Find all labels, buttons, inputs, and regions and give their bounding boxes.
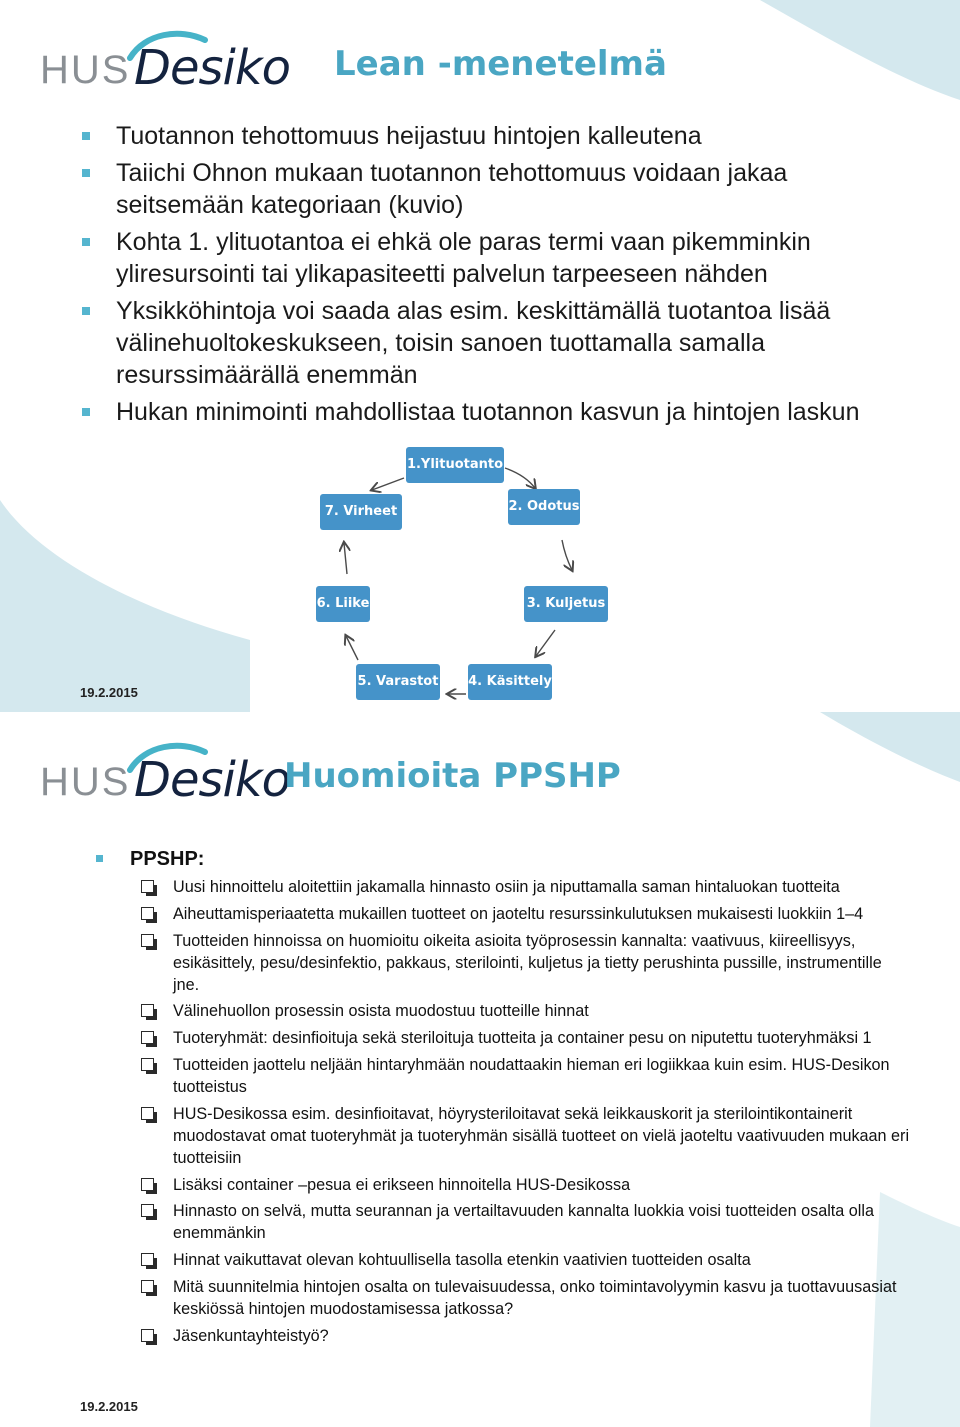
- checkbox-bullet-icon: [141, 1004, 154, 1017]
- hus-desiko-logo: [40, 34, 290, 96]
- list-item-text: Mitä suunnitelmia hintojen osalta on tulevaisuudessa, onko toimintavolyymin kasvu ja tuottavuusasiat keskiössä hintojen muodostamisessa jatkossa?: [173, 1277, 897, 1318]
- cycle-node-liike: 6. Liike: [316, 586, 370, 622]
- list-item: [141, 1103, 911, 1169]
- bullet-item: Yksikköhintoja voi saada alas esim. keskittämällä tuotantoa lisää välinehuoltokeskukseen, toisin sanoen tuottamalla samalla resurssimäärällä enemmän: [82, 295, 882, 391]
- slide-huomioita: [0, 712, 960, 1427]
- list-item-text: Lisäksi container –pesua ei erikseen hinnoitella HUS-Desikossa: [173, 1175, 631, 1194]
- cycle-node-varastot: 5. Varastot: [356, 664, 440, 700]
- cycle-node-kuljetus: 3. Kuljetus: [524, 586, 608, 622]
- list-item: [141, 1000, 911, 1022]
- checkbox-bullet-icon: [141, 1031, 154, 1044]
- slide-lean: [0, 0, 960, 712]
- slide-title: Huomioita PPSHP: [284, 756, 621, 796]
- checkbox-bullet-icon: [141, 1280, 154, 1293]
- section-heading-text: PPSHP:: [130, 848, 205, 870]
- cycle-node-ylituotanto: 1.Ylituotanto: [406, 447, 504, 483]
- list-item: [141, 1054, 911, 1098]
- list-item: [141, 876, 911, 898]
- checkbox-bullet-icon: [141, 880, 154, 893]
- slide-date: 19.2.2015: [80, 685, 138, 700]
- list-item-text: Tuotteiden jaottelu neljään hintaryhmään noudattaakin hieman eri logiikkaa kuin esim. HUS-Desikon tuotteistus: [173, 1055, 890, 1096]
- checkbox-list: [141, 876, 911, 1352]
- checkbox-bullet-icon: [141, 934, 154, 947]
- list-item-text: HUS-Desikossa esim. desinfioitavat, höyrysteriloitavat sekä leikkauskorit ja sterilointikontainerit muodostavat omat tuoteryhmät ja tuoteryhmän sisällä tuotteet on vielä jaoteltu vaativuuden mukaan eri tuotteisiin: [173, 1104, 910, 1167]
- logo-text-desiko: Desiko: [134, 752, 290, 808]
- list-item: [141, 1249, 911, 1271]
- list-item: [141, 930, 911, 996]
- section-heading: [96, 848, 204, 871]
- list-item-text: Hinnat vaikuttavat olevan kohtuullisella tasolla etenkin vaativien tuotteiden osalta: [173, 1251, 751, 1270]
- cycle-node-virheet: 7. Virheet: [320, 494, 402, 530]
- slide-date: 19.2.2015: [80, 1399, 138, 1414]
- list-item-text: Aiheuttamisperiaatetta mukaillen tuotteet on jaoteltu resurssinkulutuksen mukaisesti luokkiin 1–4: [173, 904, 864, 923]
- checkbox-bullet-icon: [141, 1253, 154, 1266]
- cycle-node-kasittely: 4. Käsittely: [468, 664, 552, 700]
- bullet-item: Hukan minimointi mahdollistaa tuotannon kasvun ja hintojen laskun: [82, 396, 882, 428]
- list-item: [141, 1174, 911, 1196]
- cycle-node-odotus: 2. Odotus: [508, 489, 580, 525]
- bullet-list: [82, 120, 882, 433]
- list-item: [141, 1325, 911, 1347]
- list-item: [141, 1276, 911, 1320]
- checkbox-bullet-icon: [141, 1178, 154, 1191]
- hus-desiko-logo: [40, 746, 290, 808]
- list-item-text: Uusi hinnoittelu aloitettiin jakamalla hinnasto osiin ja niputtamalla saman hintaluokan tuotteita: [173, 878, 840, 896]
- list-item-text: Jäsenkuntayhteistyö?: [173, 1326, 329, 1345]
- list-item-text: Tuoteryhmät: desinfioituja sekä steriloituja tuotteita ja container pesu on niputettu tuoteryhmäksi 1: [173, 1029, 872, 1048]
- checkbox-bullet-icon: [141, 1329, 154, 1342]
- list-item-text: Hinnasto on selvä, mutta seurannan ja vertailtavuuden kannalta luokkia voisi tuotteiden osalta olla enemmänkin: [173, 1202, 874, 1243]
- logo-text-desiko: Desiko: [134, 40, 290, 96]
- logo-text-hus: HUS: [40, 48, 131, 92]
- bullet-item: Kohta 1. ylituotantoa ei ehkä ole paras termi vaan pikemminkin yliresursointi tai ylikapasiteetti palvelun tarpeeseen nähden: [82, 226, 882, 290]
- bullet-item: Taiichi Ohnon mukaan tuotannon tehottomuus voidaan jakaa seitsemään kategoriaan (kuvio): [82, 157, 882, 221]
- logo-text-hus: HUS: [40, 760, 131, 804]
- list-item-text: Tuotteiden hinnoissa on huomioitu oikeita asioita työprosessin kannalta: vaativuus, kiireellisyys, esikäsittely, pesu/desinfektio, pakkaus, sterilointi, kuljetus ja tietty perushinta pussille, instrumentille jne.: [173, 931, 882, 994]
- list-item-text: Välinehuollon prosessin osista muodostuu tuotteille hinnat: [173, 1002, 589, 1021]
- checkbox-bullet-icon: [141, 1107, 154, 1120]
- checkbox-bullet-icon: [141, 907, 154, 920]
- list-item: [141, 1200, 911, 1244]
- list-item: [141, 1027, 911, 1049]
- slide-title: Lean -menetelmä: [334, 44, 667, 84]
- list-item: [141, 903, 911, 925]
- bullet-item: Tuotannon tehottomuus heijastuu hintojen kalleutena: [82, 120, 882, 152]
- checkbox-bullet-icon: [141, 1058, 154, 1071]
- checkbox-bullet-icon: [141, 1204, 154, 1217]
